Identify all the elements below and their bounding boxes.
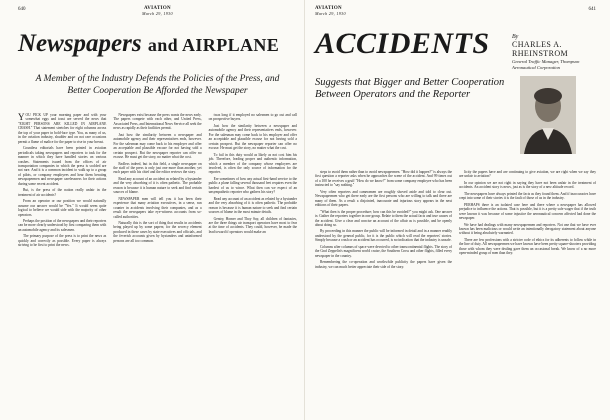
byline-block <box>512 28 596 154</box>
headline-newspapers: Newspapers <box>18 30 142 57</box>
page-number-left: 640 <box>18 7 26 12</box>
paragraph: Ere sometimes of how any actual first-hand service to the public a plane falling several thousand feet requires even the hardest of us to wince. What then can we expect of an unsympathetic reporter who gathers his story? <box>208 176 297 195</box>
right-headline: ACCIDENTS <box>315 27 490 60</box>
magazine-title-right: AVIATION <box>315 6 342 11</box>
paragraph: The primary purpose of the press is to print the news as quickly and correctly as possible. Every paper is always striving to be first to print the news. <box>18 234 107 248</box>
paragraph: Gentry, Homer and Thoy Say, all children of fantasies, are the three things air transport operators have most to fear at the time of accidents. They could, however, be made the lead toward if operators would make an <box>208 216 297 234</box>
paragraph: Columns after columns of space were devoted to other transcontinental flights. The story of the Graf Zeppelin's magnificent world cruise, the Southern Cross and other flights, filled every newspaper in the country. <box>315 244 452 258</box>
headline-and-airplane: and AIRPLANE <box>147 35 280 55</box>
paragraph: There are few professions with a stricter code of ethics for its adherents to follow while in the line of duty. All newspapermen we have known have been pretty square-shooters providing those with whom they were dealing gave them an occasional break. We know of a no more open-minded group of men than they. <box>459 237 596 256</box>
paragraph: Just how the similarity between a newspaper and automobile agency and their representatives ends, however. For the salesman may come back to his employer and offer an acceptable and plausible excuse for not having sold a certain prospect. But the newspaper reporter can offer no excuse. He must get the story, no matter what the cost. <box>208 123 297 151</box>
left-headline <box>18 30 297 59</box>
magazine-header-right <box>315 6 346 16</box>
right-column-1 <box>315 170 452 271</box>
running-head-right <box>315 6 596 28</box>
paragraph: The newspapers have always printed the facts as they found them. And if inaccuracies have crept into some of their stories it is the fault of those of us in the industry. <box>459 191 596 201</box>
right-header-block <box>315 28 596 154</box>
right-title-block <box>315 28 505 154</box>
author-name: CHARLES A. RHEINSTROM <box>512 40 569 58</box>
paragraph: But, is the press of the nation really unfair in the treatment of air accidents? <box>18 188 107 197</box>
magazine-header-left <box>142 6 173 16</box>
left-article-columns <box>18 113 297 250</box>
paragraph: "What then is the proper procedure; how can this be avoided?" you might ask. One answer is: Gather the reporters together in one group. Relate to them the actual facts and true causes of the accident. Give a clear and concise an account of the affair as is possible, and be openly about doing so. <box>315 209 452 227</box>
right-deck: Suggests that Bigger and Better Cooperation Between Operators and the Reporter <box>315 77 505 100</box>
paragraph: Naturally this is the sort of thing that results in accidents being played up by some papers; for the secrecy element produced in these cases by state executives and officials, and the feverish accounts given by bystanders and uninformed persons are all too common. <box>113 220 202 243</box>
paragraph: twas long if it employed no salesmen to go out and call on prospective buyers. <box>208 113 297 122</box>
paragraph: Newspapers exist because the press wants the news early. The papers compete with each other, and United Press, Associated Press, and International News Service all seek the news as rapidly as their facilities permit. <box>113 113 202 131</box>
left-deck: A Member of the Industry Defends the Policies of the Press, and Better Cooperation Be Afforded the Newspaper <box>35 74 280 96</box>
paragraph: By proceeding in this manner the public will be informed in detail and in a manner readily understood by the general public, for it is the public which will read the reporters' stories. Simply because a crash or an accident has occurred, is no indication that the industry is unsafe. <box>315 229 452 243</box>
paragraph: Endless indeed, but in this field, a single newspaper on the staff of the press is only just one more than another, yet each paper with his chief and the editor reviews the story. <box>113 161 202 175</box>
paragraph: PERHAPS there is an isolated case here and there where a newspaper has allowed prejudice to influence the actions. That is possible, but it is a pretty safe wager that if the truth were known it was because of some injustice the aeronautical concern affected had done the newspaper. <box>459 202 596 221</box>
right-page <box>305 0 610 420</box>
paragraph: Countless editorials have been printed in aviation periodicals taking newspapers and reporters to task for the manner in which they have handled stories on various crashes. Statements issued from the offices of air transportation companies in which the press is scolded are not rare. And it is a common incident to walk up to a group of pilots, or company employees and hear them berating newspapermen and newspaper carelessness for their actions during some recent accident. <box>18 146 107 186</box>
paragraph: Read any account of an accident as related by a bystander and the very absorbing of it is often pathetic. The probable reason is because it is human nature to seek and find certain sources of blame. <box>113 176 202 195</box>
author-role: General Traffic Manager, Thompson Aeronautical Corporation <box>512 59 580 70</box>
right-article-columns <box>315 170 596 271</box>
paragraph: Just how the similarity between a newspaper and automobile agency and their representatives ends, however. For the salesman may come back to his employer and offer an acceptable and plausible excuse for not having sold a certain prospect. But the newspaper reporter can offer no excuse. He must get the story, no matter what the cost. <box>113 132 202 160</box>
portrait-photo-icon <box>520 76 576 154</box>
paragraph: Remembering the co-operation and worthwhile publicity the papers have given the industry, we can much better appreciate their side of the story. <box>315 260 452 269</box>
left-column-2 <box>113 113 201 250</box>
paragraph: In our opinion we are not right in saying they have not been unfair in the treatment of accidents. An accident story is news, just as is the story of a new altitude record. <box>459 180 596 190</box>
paragraph: licity the papers have and are continuing to give aviation, we are right when we say they are unfair to aviation? <box>459 170 596 179</box>
right-column-2 <box>459 170 596 271</box>
byline-by: By <box>512 34 519 40</box>
paragraph: NEWSPAPER men will tell you it has been their experience that many aviation executives, in a sense, run counter in accidents involving their companies, and as a result the newspapers take eye-witness accounts from so-called authorities. <box>113 196 202 219</box>
author-portrait <box>520 76 576 154</box>
paragraph: Very often reporters and cameramen are roughly shoved aside and told to clear out. Newspapermen who get there early are the first persons who are willing to talk and there are many of them. As a result a disjointed, inaccurate and injurious story appears in the next editions of their papers. <box>315 189 452 208</box>
issue-date-right: March 29, 1930 <box>315 11 346 16</box>
left-column-1 <box>18 113 106 250</box>
paragraph: From an operator or our position we would naturally assume our answer would be "Yes." It would seem quite logical to believe we would side with the majority of other operators. <box>18 199 107 217</box>
issue-date-left: March 29, 1930 <box>142 11 173 16</box>
paragraph: We have had dealings with many newspapermen and reporters. Not one that we have ever known has been malicious or would write an intentionally derogatory statement about anyone without it being absolutely warranted. <box>459 222 596 236</box>
paragraph: YOU PICK UP your morning paper and with your somewhat eggs and toast are served the news that "EIGHT PERSONS ARE KILLED IN AIRPLANE CRASH." That statement stretches for eight columns across the top of your paper in bold-face type. You, as many of us, in the aviation industry, shudder and on not rare occasions permit a flame of malice for the paper to rise in your breast. <box>18 112 107 144</box>
magazine-title-left: AVIATION <box>143 6 171 11</box>
paragraph: steps to avoid them rather than to avoid newspapermen. "How did it happen?" is always the first question a reporter asks when he approaches the scene of the accident. And 99 times out of a 100 he receives a gruff "How do we know?" from some company employee who has been instructed to "say nothing." <box>315 170 452 188</box>
running-head-left <box>18 6 297 28</box>
left-column-3 <box>209 113 297 250</box>
page-number-right: 641 <box>588 7 596 12</box>
paragraph: To fail in this duty would as likely as not cost him his job. Therefore, leading proper and authentic information, which a member of the company whose employees are involved, is often the only source of information for the reporter. <box>208 152 297 175</box>
paragraph: Perhaps the position of the newspapers and their reporters can be more clearly understood by first comparing them with an automobile agency and its salesmen. <box>18 218 107 232</box>
paragraph: Read any account of an accident as related by a bystander and the very absorbing of it is often pathetic. The probable reason is because it is human nature to seek and find certain sources of blame in the most minute details. <box>208 196 297 215</box>
